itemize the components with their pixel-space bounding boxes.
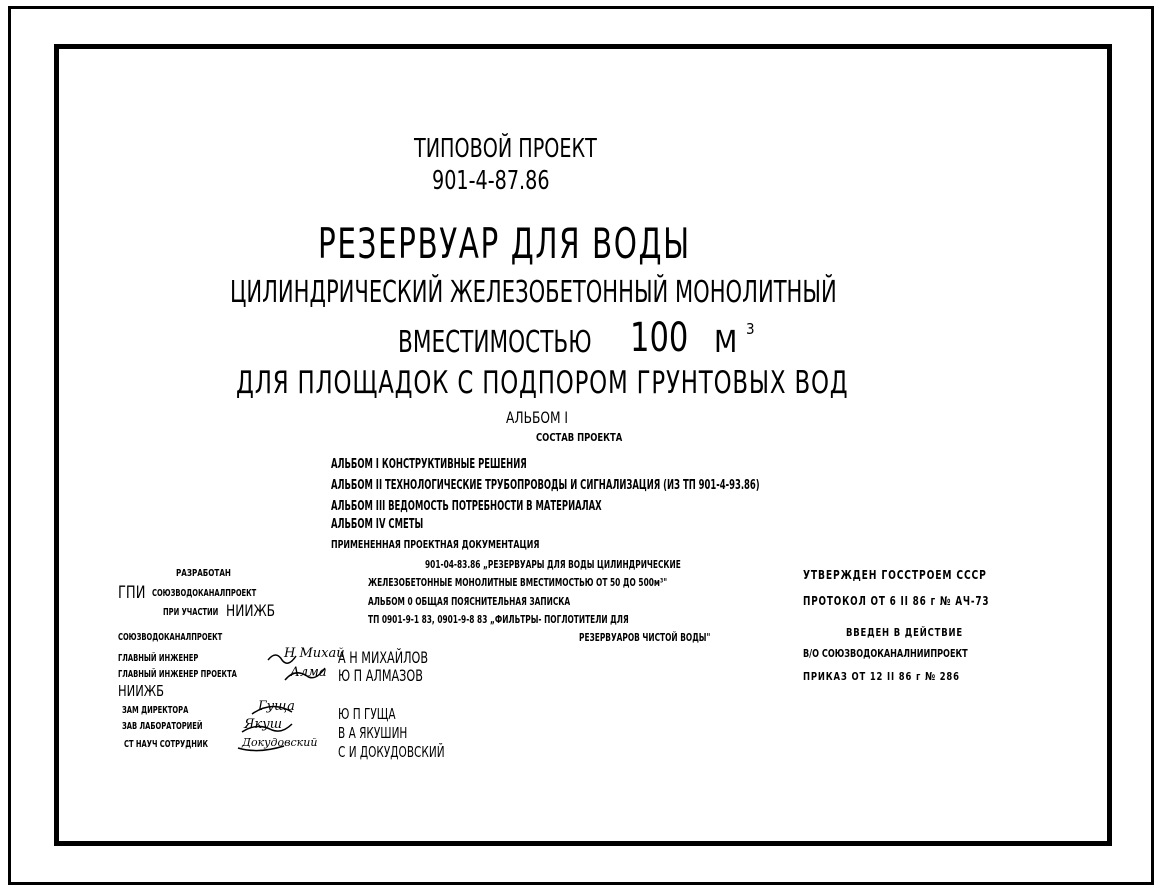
developer-org-3: НИИЖБ (118, 682, 165, 700)
applied-docs-line: РЕЗЕРВУАРОВ ЧИСТОЙ ВОДЫ" (579, 631, 711, 644)
signature: Якуш (244, 717, 283, 732)
person-role: ГЛАВНЫЙ ИНЖЕНЕР (118, 653, 199, 664)
person-name: Ю П АЛМАЗОВ (338, 666, 423, 685)
applied-docs-line: АЛЬБОМ 0 ОБЩАЯ ПОЯСНИТЕЛЬНАЯ ЗАПИСКА (368, 595, 571, 608)
composition-item: АЛЬБОМ II ТЕХНОЛОГИЧЕСКИЕ ТРУБОПРОВОДЫ И СИГНАЛИЗАЦИЯ (ИЗ ТП 901-4-93.86) (331, 478, 760, 493)
developer-org-prefix: ГПИ (118, 583, 146, 603)
approval-line: ВВЕДЕН В ДЕЙСТВИЕ (846, 626, 963, 639)
applied-docs-line: ЖЕЛЕЗОБЕТОННЫЕ МОНОЛИТНЫЕ ВМЕСТИМОСТЬЮ ОТ 50 ДО 500м³" (368, 576, 668, 589)
approval-line: В/О СОЮЗВОДОКАНАЛНИИПРОЕКТ (803, 647, 968, 660)
person-role: ЗАМ ДИРЕКТОРА (122, 705, 189, 716)
person-name: В А ЯКУШИН (338, 724, 408, 742)
album-label: АЛЬБОМ I (506, 408, 569, 427)
person-name: С И ДОКУДОВСКИЙ (338, 743, 445, 761)
composition-item: АЛЬБОМ IV СМЕТЫ (331, 517, 424, 532)
developer-org-2: СОЮЗВОДОКАНАЛПРОЕКТ (118, 632, 223, 643)
composition-heading: СОСТАВ ПРОЕКТА (536, 431, 623, 444)
subtitle-volume-sup: 3 (746, 320, 755, 338)
person-name: А Н МИХАЙЛОВ (338, 648, 429, 667)
main-title: РЕЗЕРВУАР ДЛЯ ВОДЫ (318, 219, 691, 268)
participation-prefix: ПРИ УЧАСТИИ (163, 607, 219, 618)
subtitle-volume-unit: М (714, 325, 738, 360)
signature: Гуща (258, 699, 295, 714)
applied-docs-heading: ПРИМЕНЕННАЯ ПРОЕКТНАЯ ДОКУМЕНТАЦИЯ (331, 538, 540, 551)
person-role: ГЛАВНЫЙ ИНЖЕНЕР ПРОЕКТА (118, 669, 237, 680)
project-number: 901-4-87.86 (432, 166, 550, 196)
signature: Докудовский (242, 736, 318, 749)
approval-line: ПРИКАЗ ОТ 12 II 86 г № 286 (803, 670, 960, 683)
developed-by-heading: РАЗРАБОТАН (176, 568, 231, 579)
composition-item: АЛЬБОМ I КОНСТРУКТИВНЫЕ РЕШЕНИЯ (331, 457, 527, 472)
person-name: Ю П ГУЩА (338, 705, 396, 723)
type-project-label: ТИПОВОЙ ПРОЕКТ (414, 134, 597, 164)
signature: Алма (290, 665, 327, 680)
subtitle-type: ЦИЛИНДРИЧЕСКИЙ ЖЕЛЕЗОБЕТОННЫЙ МОНОЛИТНЫЙ (230, 275, 837, 310)
subtitle-volume-value: 100 (630, 315, 689, 361)
participation-org: НИИЖБ (226, 601, 276, 620)
approval-line: ПРОТОКОЛ ОТ 6 II 86 г № АЧ-73 (803, 594, 990, 608)
developer-org-name: СОЮЗВОДОКАНАЛПРОЕКТ (152, 588, 257, 599)
applied-docs-line: ТП 0901-9-1 83, 0901-9-8 83 „ФИЛЬТРЫ- ПОГЛОТИТЕЛИ ДЛЯ (368, 613, 629, 626)
person-role: СТ НАУЧ СОТРУДНИК (124, 739, 209, 750)
composition-item: АЛЬБОМ III ВЕДОМОСТЬ ПОТРЕБНОСТИ В МАТЕРИАЛАХ (331, 499, 602, 514)
signature: Н Михай (284, 646, 345, 661)
subtitle-volume-prefix: ВМЕСТИМОСТЬЮ (398, 325, 592, 360)
subtitle-conditions: ДЛЯ ПЛОЩАДОК С ПОДПОРОМ ГРУНТОВЫХ ВОД (236, 365, 849, 401)
applied-docs-line: 901-04-83.86 „РЕЗЕРВУАРЫ ДЛЯ ВОДЫ ЦИЛИНДРИЧЕСКИЕ (425, 558, 681, 571)
person-role: ЗАВ ЛАБОРАТОРИЕЙ (122, 721, 203, 732)
approval-line: УТВЕРЖДЕН ГОССТРОЕМ СССР (803, 568, 987, 582)
